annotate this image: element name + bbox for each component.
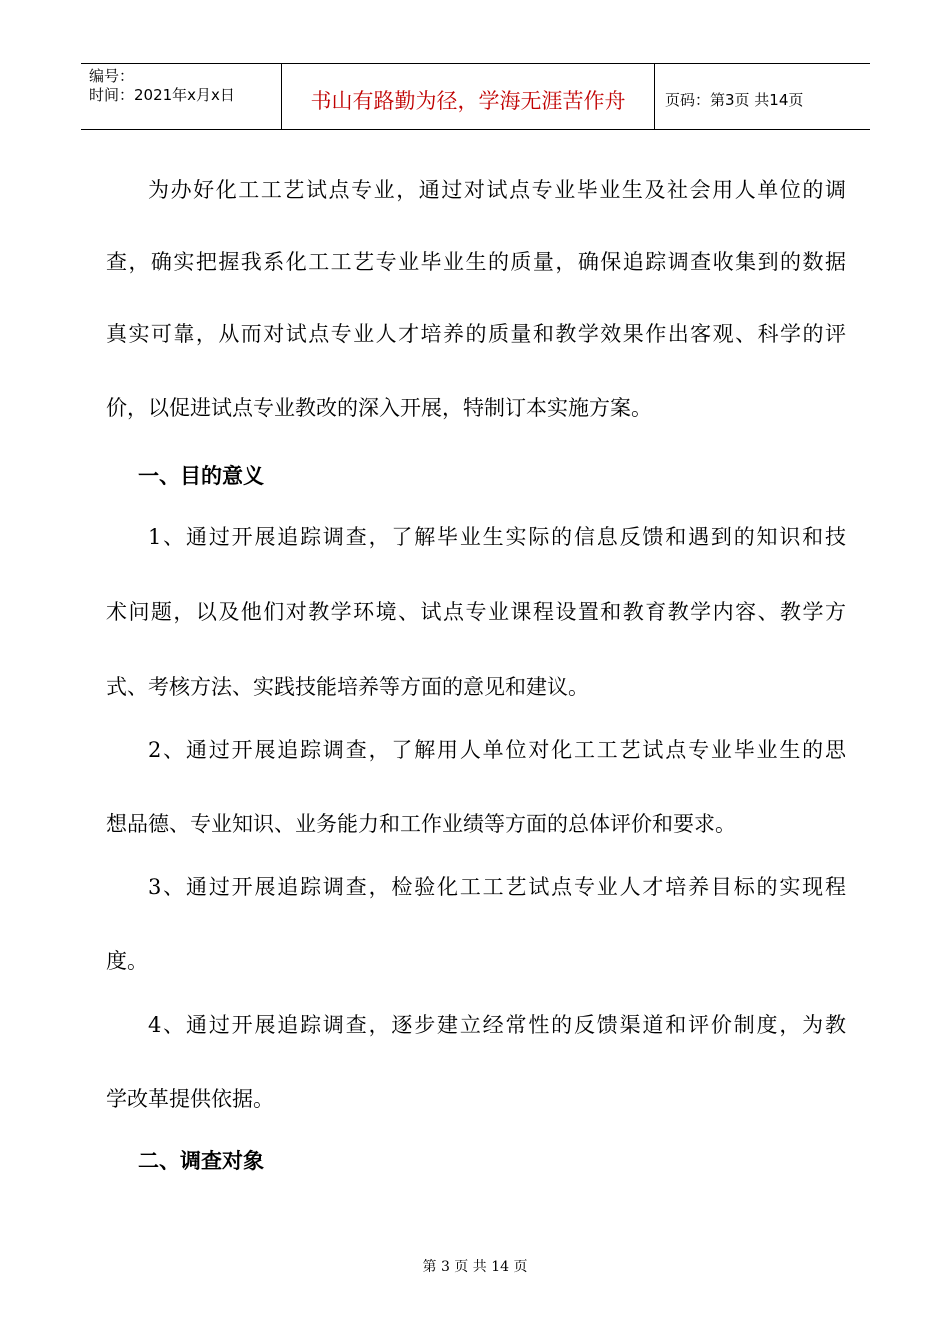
body-paragraph-line: 查，确实把握我系化工工艺专业毕业生的质量，确保追踪调查收集到的数据: [106, 250, 846, 274]
body-paragraph-line: 学改革提供依据。: [106, 1087, 274, 1111]
document-number-label: 编号：: [89, 67, 135, 85]
body-paragraph-line: 式、考核方法、实践技能培养等方面的意见和建议。: [106, 675, 589, 699]
section-heading: 二、调查对象: [138, 1149, 264, 1173]
header-page-cell: [655, 64, 870, 129]
body-paragraph-line: 3、通过开展追踪调查，检验化工工艺试点专业人才培养目标的实现程: [148, 875, 846, 899]
header-motto: 书山有路勤为径，学海无涯苦作舟: [310, 89, 626, 113]
document-date: 时间：2021年x月x日: [89, 86, 235, 104]
header-page-code: 页码：第3页 共14页: [665, 91, 804, 109]
body-paragraph-line: 价，以促进试点专业教改的深入开展，特制订本实施方案。: [106, 396, 652, 420]
header-meta-cell: [81, 64, 281, 129]
header-motto-cell: [281, 64, 655, 129]
body-paragraph-line: 想品德、专业知识、业务能力和工作业绩等方面的总体评价和要求。: [106, 812, 736, 836]
body-paragraph-line: 术问题，以及他们对教学环境、试点专业课程设置和教育教学内容、教学方: [106, 600, 846, 624]
body-paragraph-line: 度。: [106, 949, 148, 973]
body-paragraph-line: 1、通过开展追踪调查，了解毕业生实际的信息反馈和遇到的知识和技: [148, 525, 846, 549]
page-footer-number: 第 3 页 共 14 页: [422, 1259, 528, 1275]
page-header: [81, 63, 870, 130]
body-paragraph-line: 4、通过开展追踪调查，逐步建立经常性的反馈渠道和评价制度，为教: [148, 1013, 846, 1037]
section-heading: 一、目的意义: [138, 464, 264, 488]
body-paragraph-line: 2、通过开展追踪调查，了解用人单位对化工工艺试点专业毕业生的思: [148, 738, 846, 762]
body-paragraph-line: 真实可靠，从而对试点专业人才培养的质量和教学效果作出客观、科学的评: [106, 322, 846, 346]
body-paragraph-line: 为办好化工工艺试点专业，通过对试点专业毕业生及社会用人单位的调: [148, 178, 846, 202]
